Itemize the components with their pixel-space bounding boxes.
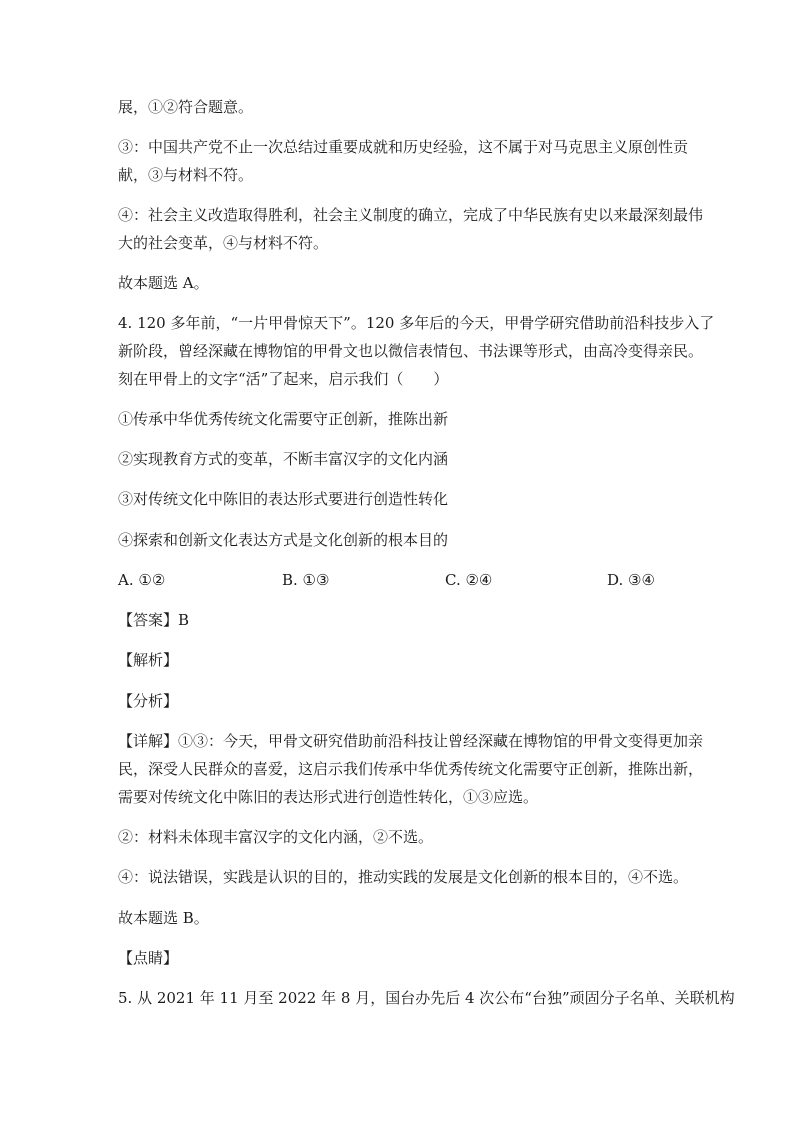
paragraph-line: ③：中国共产党不止一次总结过重要成就和历史经验，这不属于对马克思主义原创性贡 xyxy=(118,138,689,156)
question-4-stem: 4. 120 多年前，“一片甲骨惊天下”。120 多年后的今天，甲骨学研究借助前沿科技步入了 xyxy=(118,314,715,332)
detail-line: 民，深受人民群众的喜爱，这启示我们传承中华优秀传统文化需要守正创新，推陈出新， xyxy=(118,760,704,778)
paragraph-line: 大的社会变革，④与材料不符。 xyxy=(118,234,329,252)
paragraph-line: 展，①②符合题意。 xyxy=(118,98,254,116)
detail-line: 【详解】①③：今天，甲骨文研究借助前沿科技让曾经深藏在博物馆的甲骨文变得更加亲 xyxy=(118,732,704,750)
question-4-item: ②实现教育方式的变革，不断丰富汉字的文化内涵 xyxy=(118,450,449,468)
option-a: A. ①② xyxy=(118,571,166,589)
conclusion-line: 故本题选 B。 xyxy=(118,909,209,927)
question-5-stem: 5. 从 2021 年 11 月至 2022 年 8 月，国台办先后 4 次公布“台独”顽固分子名单、关联机构 xyxy=(118,989,735,1007)
detail-line: ②：材料未体现丰富汉字的文化内涵，②不选。 xyxy=(118,828,434,846)
document-page xyxy=(118,0,735,1123)
option-b: B. ①③ xyxy=(282,571,330,589)
paragraph-line: 献，③与材料不符。 xyxy=(118,166,254,184)
detail-line: ④：说法错误，实践是认识的目的，推动实践的发展是文化创新的根本目的，④不选。 xyxy=(118,868,689,886)
conclusion-line: 故本题选 A。 xyxy=(118,274,209,292)
question-4-item: ①传承中华优秀传统文化需要守正创新，推陈出新 xyxy=(118,410,449,428)
option-d: D. ③④ xyxy=(607,571,655,589)
question-4-stem: 刻在甲骨上的文字“活”了起来，启示我们（ ） xyxy=(118,370,449,388)
answer-label: 【答案】B xyxy=(118,611,190,629)
option-c: C. ②④ xyxy=(445,571,493,589)
analysis-label: 【解析】 xyxy=(118,651,179,669)
fenxi-label: 【分析】 xyxy=(118,692,179,710)
paragraph-line: ④：社会主义改造取得胜利，社会主义制度的确立，完成了中华民族有史以来最深刻最伟 xyxy=(118,206,704,224)
dianjing-label: 【点睛】 xyxy=(118,949,179,967)
question-4-item: ③对传统文化中陈旧的表达形式要进行创造性转化 xyxy=(118,490,449,508)
question-4-stem: 新阶段，曾经深藏在博物馆的甲骨文也以微信表情包、书法课等形式，由高冷变得亲民。 xyxy=(118,342,704,360)
question-4-item: ④探索和创新文化表达方式是文化创新的根本目的 xyxy=(118,531,449,549)
detail-line: 需要对传统文化中陈旧的表达形式进行创造性转化，①③应选。 xyxy=(118,788,539,806)
